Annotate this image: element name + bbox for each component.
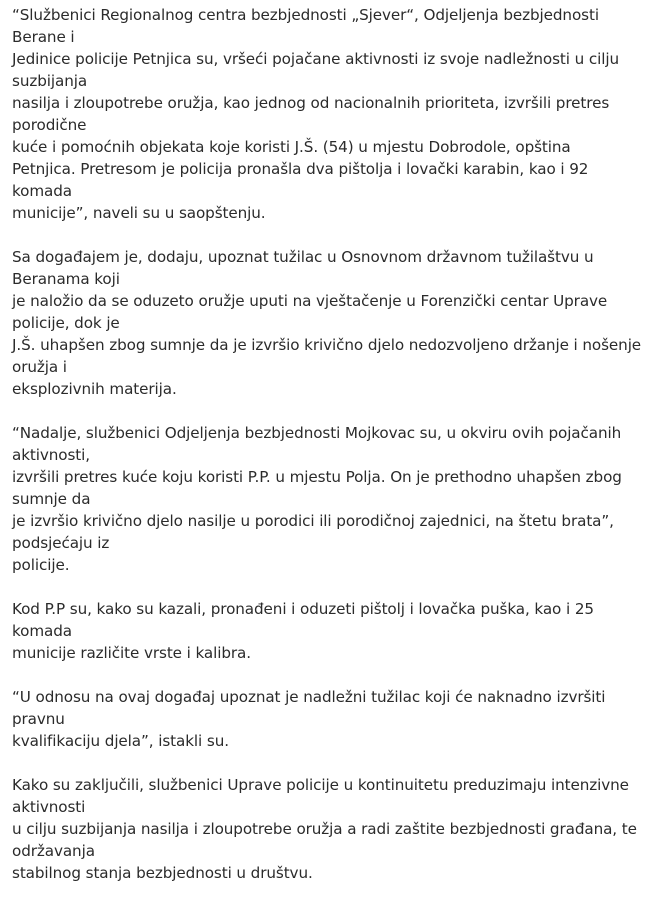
article-paragraph: “Službenici Regionalnog centra bezbjednosti „Sjever“, Odjeljenja bezbjednosti Berane i Jedinice policije Petnjica su, vršeći pojačane aktivnosti iz svoje nadležnosti u cilju suzbijanja nasilja i zloupotrebe oružja, kao jednog od nacionalnih prioriteta, izvršili pretres porodične kuće i pomoćnih objekata koje koristi J.Š. (54) u mjestu Dobrodole, opština Petnjica. Pretresom je policija pronašla dva pištolja i lovački karabin, kao i 92 komada municije”, naveli su u saopštenju. [12,6,619,222]
article-paragraph: Kod P.P su, kako su kazali, pronađeni i oduzeti pištolj i lovačka puška, kao i 25 komada municije različite vrste i kalibra. [12,600,594,662]
article-paragraph: Sa događajem je, dodaju, upoznat tužilac u Osnovnom državnom tužilaštvu u Beranama koji je naložio da se oduzeto oružje uputi na vještačenje u Forenzički centar Uprave policije, dok je J.Š. uhapšen zbog sumnje da je izvršio krivično djelo nedozvoljeno držanje i nošenje oružja i eksplozivnih materija. [12,248,642,398]
article-paragraph: Kako su zaključili, službenici Uprave policije u kontinuitetu preduzimaju intenzivne aktivnosti u cilju suzbijanja nasilja i zloupotrebe oružja a radi zaštite bezbjednosti građana, te održavanja stabilnog stanja bezbjednosti u društvu. [12,776,637,882]
article-paragraph: “U odnosu na ovaj događaj upoznat je nadležni tužilac koji će naknadno izvršiti pravnu kvalifikaciju djela”, istakli su. [12,688,606,750]
article-paragraph: “Nadalje, službenici Odjeljenja bezbjednosti Mojkovac su, u okviru ovih pojačanih aktivnosti, izvršili pretres kuće koju koristi P.P. u mjestu Polja. On je prethodno uhapšen zbog sumnje da je izvršio krivično djelo nasilje u porodici ili porodičnoj zajednici, na štetu brata”, podsjećaju iz policije. [12,424,622,574]
article-body [12,4,652,906]
